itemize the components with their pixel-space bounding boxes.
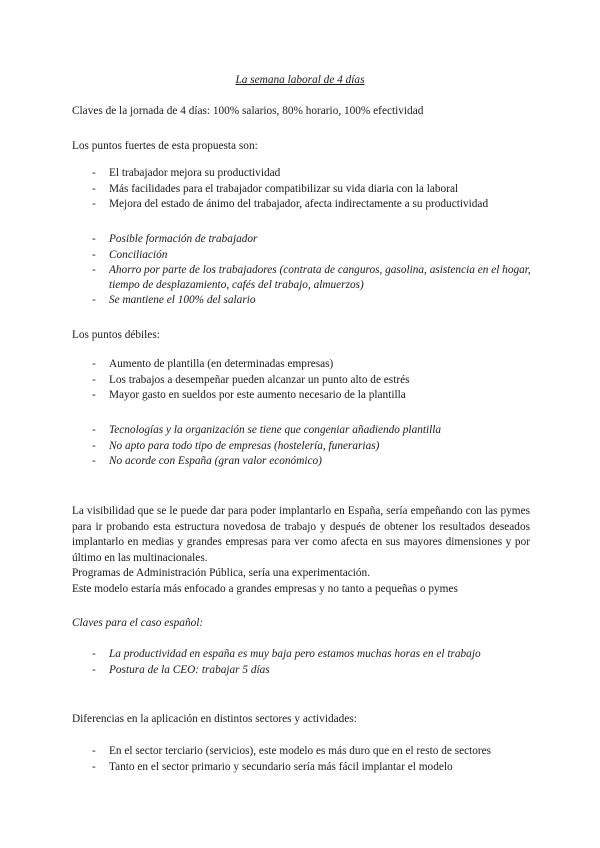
diferencias-list	[92, 744, 532, 775]
list-item: - Se mantiene el 100% del salario	[92, 294, 256, 307]
list-item: - Los trabajos a desempeñar pueden alcanzar un punto alto de estrés	[92, 373, 410, 386]
list-item: - El trabajador mejora su productividad	[92, 167, 281, 179]
list-item: - Posible formación de trabajador	[92, 233, 258, 245]
claves-jornada-text: Claves de la jornada de 4 días: 100% salarios, 80% horario, 100% efectividad	[72, 105, 424, 117]
puntos-debiles-extra-list	[92, 423, 532, 470]
puntos-fuertes-list	[92, 166, 532, 213]
list-item: - No acorde con España (gran valor económico)	[92, 455, 322, 468]
visibilidad-paragraph: La visibilidad que se le puede dar para poder implantarlo en España, sería empeñando con las pymes para ir probando esta estructura novedosa de trabajo y después de obtener los resultados deseados implantarlo en medias y grandes empresas para ver como afecta en sus mayores dimensiones y por último en las multinacionales.	[72, 505, 530, 564]
puntos-fuertes-extra-list	[92, 232, 532, 309]
list-item: - Aumento de plantilla (en determinadas empresas)	[92, 358, 334, 370]
list-item: - Tecnologías y la organización se tiene que congeniar añadiendo plantilla	[92, 424, 442, 436]
list-item: - Conciliación	[92, 248, 168, 261]
list-item: - Postura de la CEO: trabajar 5 días	[92, 663, 270, 676]
list-item: - Mejora del estado de ánimo del trabajador, afecta indirectamente a su productividad	[92, 198, 489, 211]
diferencias-heading: Diferencias en la aplicación en distintos sectores y actividades:	[72, 713, 357, 725]
puntos-debiles-list	[92, 357, 532, 404]
list-item: - La productividad en españa es muy baja pero estamos muchas horas en el trabajo	[92, 648, 481, 660]
list-item: - No apto para todo tipo de empresas (hostelería, funerarias)	[92, 439, 380, 452]
claves-espanol-heading: Claves para el caso español:	[72, 617, 204, 629]
document-title: La semana laboral de 4 días	[235, 74, 365, 86]
list-item: - Más facilidades para el trabajador compatibilizar su vida diaria con la laboral	[92, 182, 459, 195]
list-item: - Tanto en el sector primario y secundario sería más fácil implantar el modelo	[92, 760, 453, 773]
visibilidad-line-2: Programas de Administración Pública, sería una experimentación.	[72, 567, 371, 579]
list-item: - Mayor gasto en sueldos por este aumento necesario de la plantilla	[92, 389, 406, 402]
puntos-fuertes-heading: Los puntos fuertes de esta propuesta son:	[72, 140, 258, 152]
list-item: - En el sector terciario (servicios), este modelo es más duro que en el resto de sectores	[92, 745, 492, 757]
list-item: - Ahorro por parte de los trabajadores (contrata de canguros, gasolina, asistencia en el hogar, tiempo de desplazamiento, cafés del trabajo, almuerzos)	[92, 264, 531, 292]
puntos-debiles-heading: Los puntos débiles:	[72, 329, 160, 341]
claves-espanol-list	[92, 647, 532, 678]
visibilidad-line-3: Este modelo estaría más enfocado a grandes empresas y no tanto a pequeñas o pymes	[72, 583, 458, 595]
